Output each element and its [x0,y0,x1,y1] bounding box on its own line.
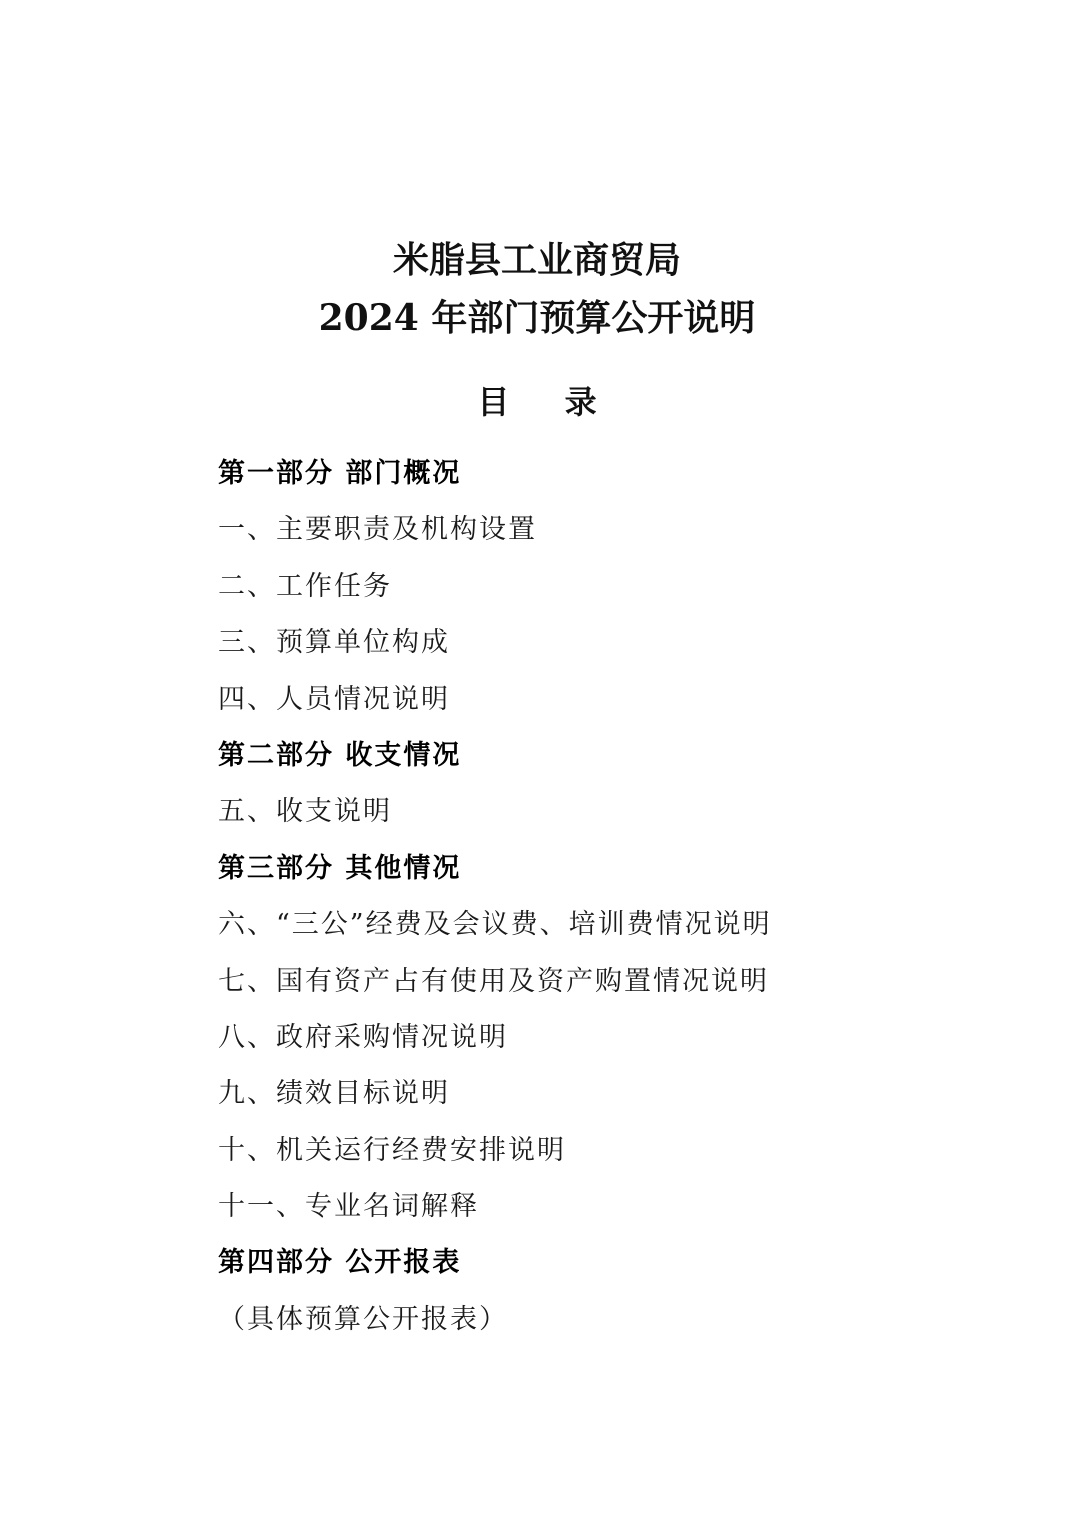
toc-item-9: 九、绩效目标说明 [218,1078,450,1110]
toc-part-1: 第一部分 部门概况 [218,458,462,489]
toc-item-1: 一、主要职责及机构设置 [218,514,537,546]
toc-item-10: 十、机关运行经费安排说明 [218,1134,566,1166]
document-title-line-1: 米脂县工业商贸局 [392,239,681,281]
toc-part-3: 第三部分 其他情况 [218,852,462,884]
toc-item-6: 六、“三公”经费及会议费、培训费情况说明 [218,909,772,941]
toc-item-2: 二、工作任务 [218,570,392,602]
toc-item-4: 四、人员情况说明 [218,683,450,715]
toc-item-7: 七、国有资产占有使用及资产购置情况说明 [218,965,769,997]
toc-item-5: 五、收支说明 [218,796,392,828]
document-title-line-2: 2024 年部门预算公开说明 [318,297,756,339]
toc-item-11: 十一、专业名词解释 [218,1191,479,1223]
toc-part-4: 第四部分 公开报表 [218,1247,462,1279]
table-of-contents [218,452,978,1354]
toc-item-3: 三、预算单位构成 [218,627,450,659]
toc-item-8: 八、政府采购情况说明 [218,1021,508,1053]
toc-part-2: 第二部分 收支情况 [218,739,462,771]
toc-item-reports: （具体预算公开报表） [218,1303,508,1335]
toc-heading: 目 录 [477,383,619,421]
